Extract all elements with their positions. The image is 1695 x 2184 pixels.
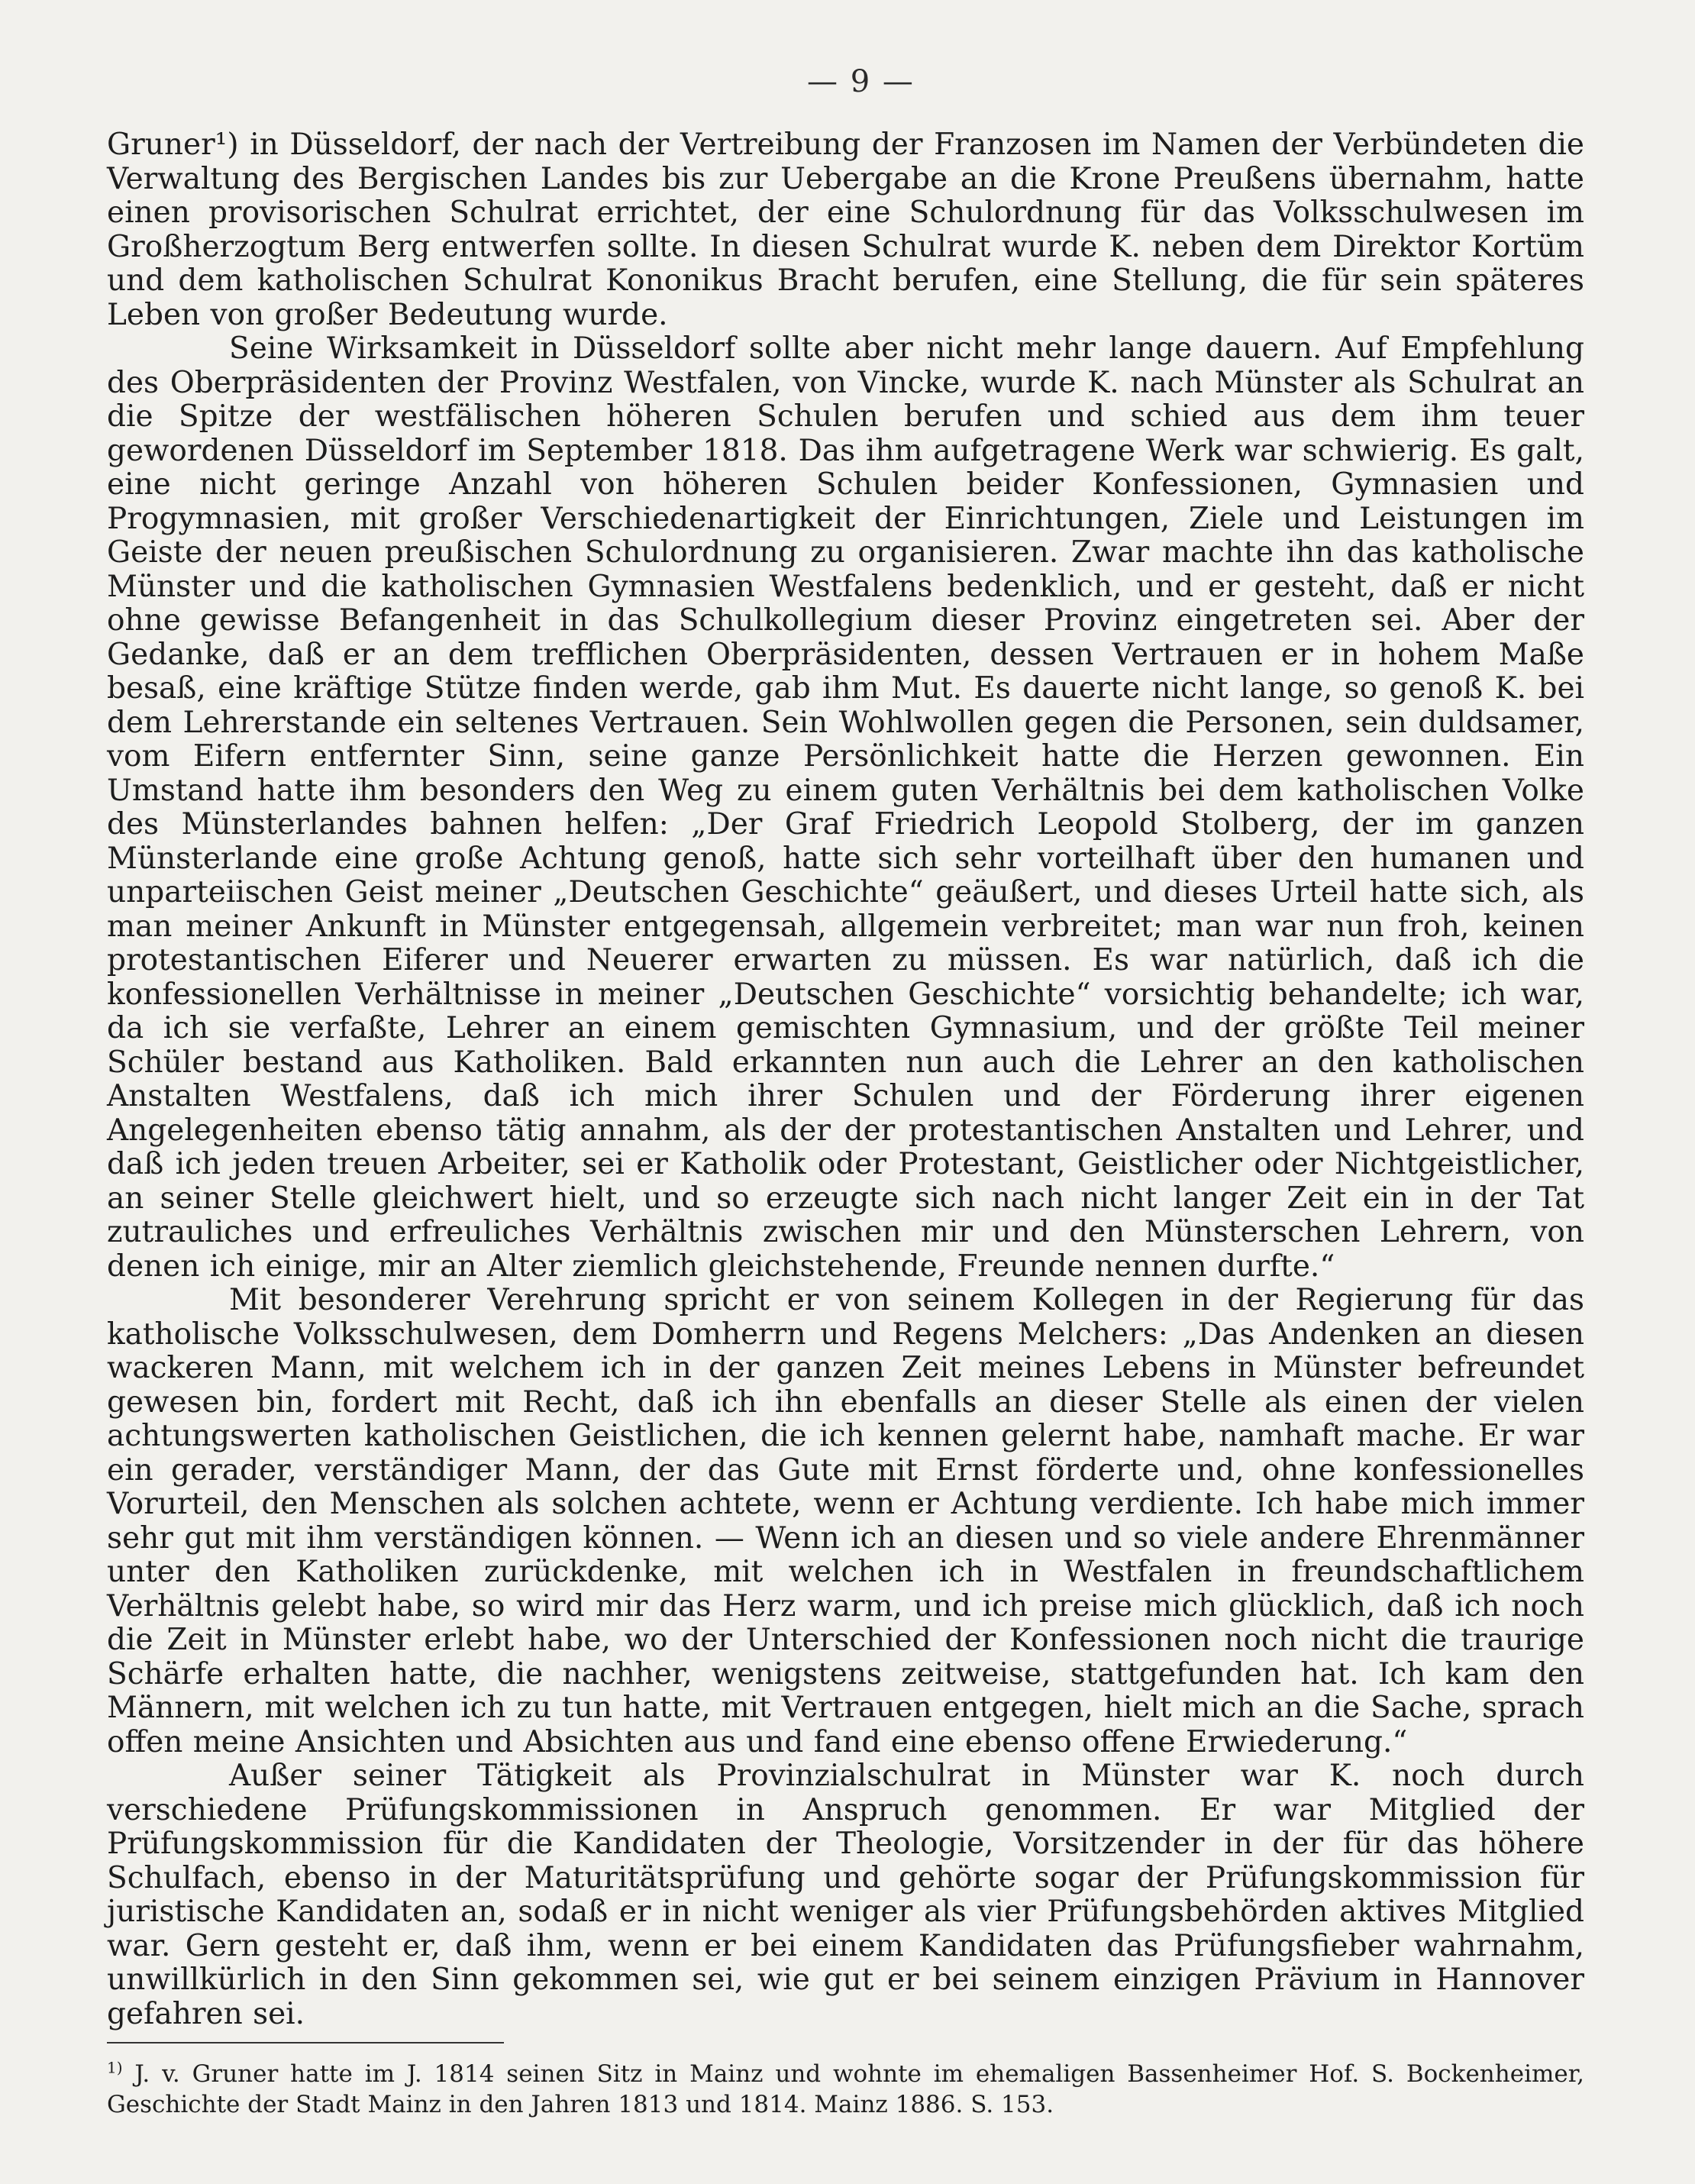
paragraph-3: Mit besonderer Verehrung spricht er von seinem Kollegen in der Regierung für das katholische Volksschulwesen, dem Domherrn und Regens Melchers: „Das Andenken an diesen wackeren Mann, mit welchem ich in der ganzen Zeit meines Lebens in Münster befreundet gewesen bin, fordert mit Recht, daß ich ihn ebenfalls an dieser Stelle als einen der vielen achtungswerten katholischen Geistlichen, die ich kennen gelernt habe, namhaft mache. Er war ein gerader, verständiger Mann, der das Gute mit Ernst förderte und, ohne konfessionelles Vorurteil, den Menschen als solchen achtete, wenn er Achtung verdiente. Ich habe mich immer sehr gut mit ihm verständigen können. — Wenn ich an diesen und so viele andere Ehrenmänner unter den Katholiken zurückdenke, mit welchen ich in Westfalen in freundschaftlichem Verhältnis gelebt habe, so wird mir das Herz warm, und ich preise mich glücklich, daß ich noch die Zeit in Münster erlebt habe, wo der Unterschied der Konfessionen noch nicht die traurige Schärfe erhalten hatte, die nachher, wenigstens zeitweise, stattgefunden hat. Ich kam den Männern, mit welchen ich zu tun hatte, mit Vertrauen entgegen, hielt mich an die Sache, sprach offen meine Ansichten und Absichten aus und fand eine ebenso offene Erwiederung.“: [107, 1283, 1584, 1759]
paragraph-4: Außer seiner Tätigkeit als Provinzialschulrat in Münster war K. noch durch verschiedene Prüfungskommissionen in Anspruch genommen. Er war Mitglied der Prüfungskommission für die Kandidaten der Theologie, Vorsitzender in der für das höhere Schulfach, ebenso in der Maturitätsprüfung und gehörte sogar der Prüfungskommission für juristische Kandidaten an, sodaß er in nicht weniger als vier Prüfungsbehörden aktives Mitglied war. Gern gesteht er, daß ihm, wenn er bei einem Kandidaten das Prüfungsfieber wahrnahm, unwillkürlich in den Sinn gekommen sei, wie gut er bei seinem einzigen Prävium in Hannover gefahren sei.: [107, 1759, 1584, 2031]
footnote-divider: [107, 2042, 504, 2043]
paragraph-2: Seine Wirksamkeit in Düsseldorf sollte aber nicht mehr lange dauern. Auf Empfehlung des Oberpräsidenten der Provinz Westfalen, von Vincke, wurde K. nach Münster als Schulrat an die Spitze der westfälischen höheren Schulen berufen und schied aus dem ihm teuer gewordenen Düsseldorf im September 1818. Das ihm aufgetragene Werk war schwierig. Es galt, eine nicht geringe Anzahl von höheren Schulen beider Konfessionen, Gymnasien und Progymnasien, mit großer Verschiedenartigkeit der Einrichtungen, Ziele und Leistungen im Geiste der neuen preußischen Schulordnung zu organisieren. Zwar machte ihn das katholische Münster und die katholischen Gymnasien Westfalens bedenklich, und er gesteht, daß er nicht ohne gewisse Befangenheit in das Schulkollegium dieser Provinz eingetreten sei. Aber der Gedanke, daß er an dem trefflichen Oberpräsidenten, dessen Vertrauen er in hohem Maße besaß, eine kräftige Stütze finden werde, gab ihm Mut. Es dauerte nicht lange, so genoß K. bei dem Lehrerstande ein seltenes Vertrauen. Sein Wohlwollen gegen die Personen, sein duldsamer, vom Eifern entfernter Sinn, seine ganze Persönlichkeit hatte die Herzen gewonnen. Ein Umstand hatte ihm besonders den Weg zu einem guten Verhältnis bei dem katholischen Volke des Münsterlandes bahnen helfen: „Der Graf Friedrich Leopold Stolberg, der im ganzen Münsterlande eine große Achtung genoß, hatte sich sehr vorteilhaft über den humanen und unparteiischen Geist meiner „Deutschen Geschichte“ geäußert, und dieses Urteil hatte sich, als man meiner Ankunft in Münster entgegensah, allgemein verbreitet; man war nun froh, keinen protestantischen Eiferer und Neuerer erwarten zu müssen. Es war natürlich, daß ich die konfessionellen Verhältnisse in meiner „Deutschen Geschichte“ vorsichtig behandelte; ich war, da ich sie verfaßte, Lehrer an einem gemischten Gymnasium, und der größte Teil meiner Schüler bestand aus Katholiken. Bald erkannten nun auch die Lehrer an den katholischen Anstalten Westfalens, daß ich mich ihrer Schulen und der Förderung ihrer eigenen Angelegenheiten ebenso tätig annahm, als der der protestantischen Anstalten und Lehrer, und daß ich jeden treuen Arbeiter, sei er Katholik oder Protestant, Geistlicher oder Nichtgeistlicher, an seiner Stelle gleichwert hielt, und so erzeugte sich nach nicht langer Zeit ein in der Tat zutrauliches und erfreuliches Verhältnis zwischen mir und den Münsterschen Lehrern, von denen ich einige, mir an Alter ziemlich gleichstehende, Freunde nennen durfte.“: [107, 331, 1584, 1284]
footnote-text: J. v. Gruner hatte im J. 1814 seinen Sitz in Mainz und wohnte im ehemaligen Bassenheimer Hof. S. Bockenheimer, Geschichte der Stadt Mainz in den Jahren 1813 und 1814. Mainz 1886. S. 153.: [107, 2060, 1584, 2118]
body-text: [107, 128, 1584, 2031]
paragraph-1: Gruner¹) in Düsseldorf, der nach der Vertreibung der Franzosen im Namen der Verbündeten die Verwaltung des Bergischen Landes bis zur Uebergabe an die Krone Preußens übernahm, hatte einen provisorischen Schulrat errichtet, der eine Schulordnung für das Volksschulwesen im Großherzogtum Berg entwerfen sollte. In diesen Schulrat wurde K. neben dem Direktor Kortüm und dem katholischen Schulrat Kononikus Bracht berufen, eine Stellung, die für sein späteres Leben von großer Bedeutung wurde.: [107, 128, 1584, 332]
page-number: — 9 —: [807, 64, 915, 99]
footnote-marker: 1): [107, 2058, 123, 2077]
footnote: [107, 2059, 1584, 2120]
